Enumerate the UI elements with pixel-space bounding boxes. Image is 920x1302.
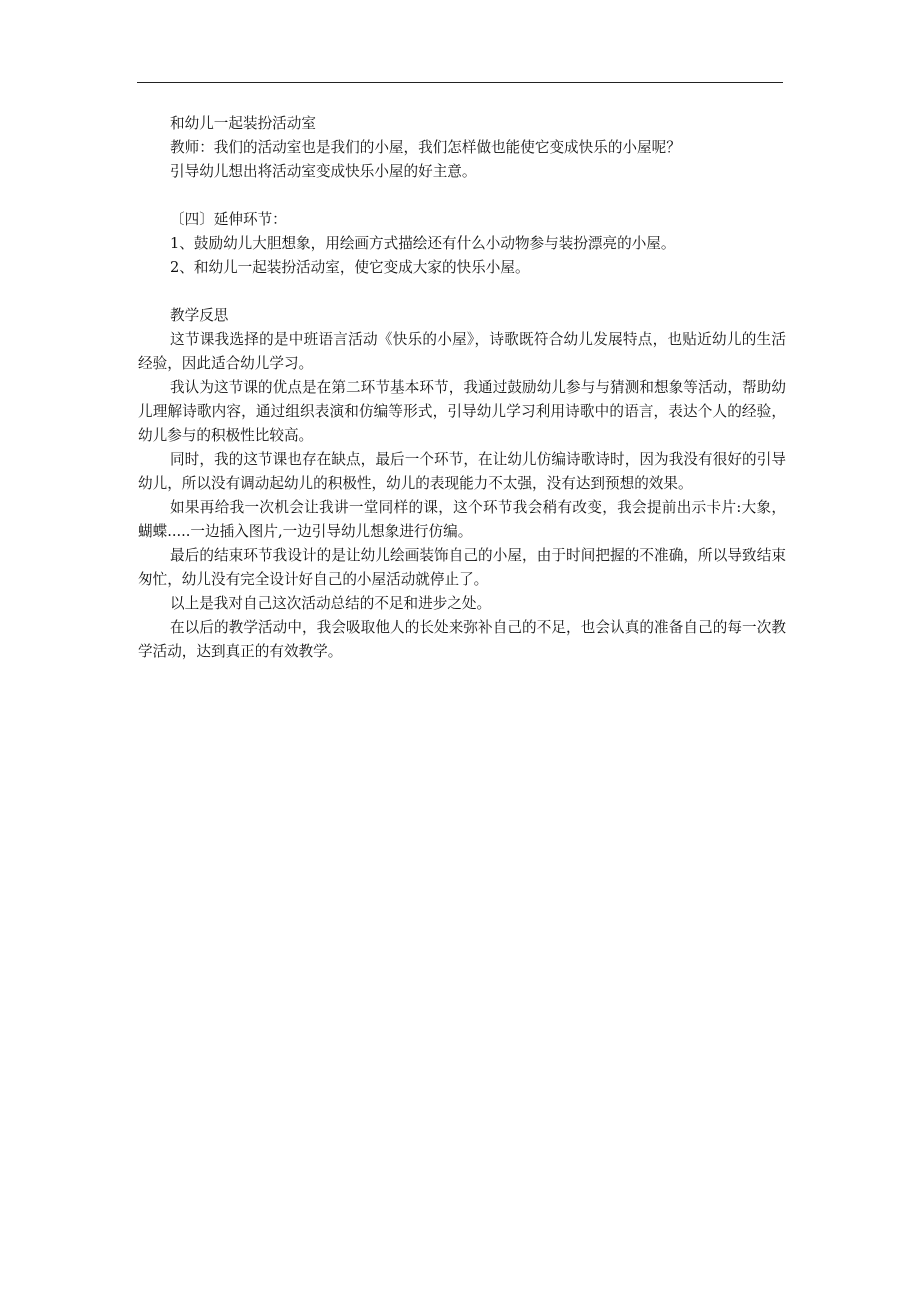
- section4-heading: 〔四〕延伸环节：: [170, 211, 287, 228]
- reflection-paragraph: 这节课我选择的是中班语言活动《快乐的小屋》，诗歌既符合幼儿发展特点，也贴近幼儿的生活经验，因此适合幼儿学习。: [138, 331, 786, 372]
- reflection-paragraph: 我认为这节课的优点是在第二环节基本环节，我通过鼓励幼儿参与与猜测和想象等活动，帮助幼儿理解诗歌内容，通过组织表演和仿编等形式，引导幼儿学习利用诗歌中的语言，表达个人的经验，幼儿参与的积极性比较高。: [138, 379, 786, 444]
- document-body: [138, 112, 786, 664]
- section3-line: 引导幼儿想出将活动室变成快乐小屋的好主意。: [170, 163, 477, 180]
- section3-line: 和幼儿一起装扮活动室: [170, 115, 316, 132]
- spacer: [138, 184, 786, 208]
- section4-item: 2、和幼儿一起装扮活动室，使它变成大家的快乐小屋。: [170, 259, 530, 276]
- spacer: [138, 280, 786, 304]
- reflection-paragraph: 以上是我对自己这次活动总结的不足和进步之处。: [170, 595, 492, 612]
- section4-item: 1、鼓励幼儿大胆想象，用绘画方式描绘还有什么小动物参与装扮漂亮的小屋。: [170, 235, 676, 252]
- section3-line: 教师：我们的活动室也是我们的小屋，我们怎样做也能使它变成快乐的小屋呢？: [170, 139, 681, 156]
- reflection-paragraph: 最后的结束环节我设计的是让幼儿绘画装饰自己的小屋，由于时间把握的不准确，所以导致结束匆忙，幼儿没有完全设计好自己的小屋活动就停止了。: [138, 547, 786, 588]
- header-rule: [137, 82, 783, 83]
- reflection-paragraph: 在以后的教学活动中，我会吸取他人的长处来弥补自己的不足，也会认真的准备自己的每一次教学活动，达到真正的有效教学。: [138, 619, 786, 660]
- reflection-heading: 教学反思: [170, 307, 229, 324]
- reflection-paragraph: 如果再给我一次机会让我讲一堂同样的课，这个环节我会稍有改变，我会提前出示卡片:大象，蝴蝶.....一边插入图片,一边引导幼儿想象进行仿编。: [138, 499, 786, 540]
- reflection-paragraph: 同时，我的这节课也存在缺点，最后一个环节，在让幼儿仿编诗歌诗时，因为我没有很好的引导幼儿，所以没有调动起幼儿的积极性，幼儿的表现能力不太强，没有达到预想的效果。: [138, 451, 786, 492]
